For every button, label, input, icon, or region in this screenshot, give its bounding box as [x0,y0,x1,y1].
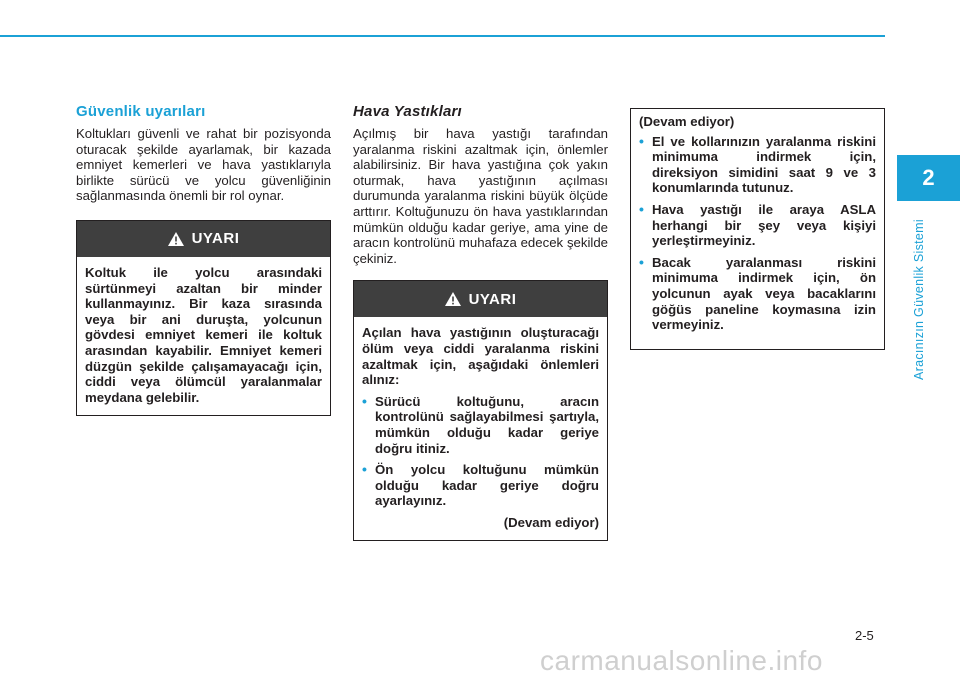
list-item [639,202,876,249]
page-number: 2-5 [855,628,874,643]
bullet-icon: • [362,461,367,478]
warning-label: UYARI [191,230,240,248]
warning-box-seat [76,220,331,416]
chapter-title: Aracınızın Güvenlik Sistemi [912,219,926,380]
warning-intro: Açılan hava yastığının oluşturacağı ölüm veya ciddi yaralanma riskini azaltmak için, aşağıdaki önlemleri alınız: [362,325,599,388]
warning-body [631,109,884,349]
bullet-icon: • [639,253,644,270]
list-item [362,462,599,509]
column-right [630,108,885,350]
warning-header [77,221,330,257]
continued-label: (Devam ediyor) [639,114,735,129]
bullet-text: Ön yolcu koltuğunu mümkün olduğu kadar geriye doğru ayarlayınız. [375,462,599,509]
top-rule [0,35,885,37]
warning-text: Koltuk ile yolcu arasındaki sürtünmeyi azaltan bir minder kullanmayınız. Bir kaza sırasında veya bir ani duruşta, yolcunun gövdesi emniyet kemeri ile koltuk arasından kayabilir. Emniyet kemeri düzgün şekilde çalışamayacağı için, ciddi veya ölümcül yaralanmalar meydana gelebilir. [85,264,322,405]
warning-body [354,317,607,540]
column-middle [353,103,608,541]
watermark: carmanualsonline.info [540,645,823,676]
section-title: Güvenlik uyarıları [76,103,206,120]
bullet-icon: • [639,200,644,217]
bullet-text: Hava yastığı ile araya ASLA herhangi bir şey veya kişiyi yerleştirmeyiniz. [652,201,876,249]
section-text: Koltukları güvenli ve rahat bir pozisyonda oturacak şekilde ayarlamak, bir kazada emniyet kemerleri ve hava yastıklarıyla birlikte sürücü ve yolcu güvenliğinin sağlanmasında önemli bir rol oynar. [76,126,331,204]
bullet-text: El ve kollarınızın yaralanma riskini minimuma indirmek için, direksiyon simidini saat 9 ve 3 konumlarında tutunuz. [652,133,876,196]
list-item [362,394,599,456]
warning-box-airbag [353,280,608,541]
warning-body [77,257,330,415]
warning-label: UYARI [468,290,517,308]
warning-icon [445,292,461,306]
warning-icon [168,232,184,246]
chapter-tab: 2 [897,155,960,201]
airbag-title: Hava Yastıkları [353,103,462,120]
warning-bullets [639,134,876,333]
column-left [76,103,331,416]
bullet-icon: • [362,392,367,409]
airbag-text: Açılmış bir hava yastığı tarafından yaralanma riskini azaltmak için, önlemler alabilirsiniz. Bir hava yastığına çok yakın oturmak, hava yastığının açılması durumunda yaralanma riskini büyük ölçüde arttırır. Koltuğunuzu ön hava yastıklarından mümkün olduğu kadar geriye, ama yine de aracın kontrolünü muhafaza edecek şekilde çekiniz. [353,126,608,266]
warning-bullets [362,394,599,509]
bullet-text: Bacak yaralanması riskini minimuma indirmek için, ön yolcunun ayak veya bacaklarını göğüs paneline koymasına izin vermeyiniz. [652,254,876,333]
bullet-icon: • [639,132,644,149]
bullet-text: Sürücü koltuğunu, aracın kontrolünü sağlayabilmesi şartıyla, mümkün olduğu kadar geriye doğru itiniz. [375,393,599,456]
list-item [639,134,876,196]
warning-box-continued [630,108,885,350]
list-item [639,255,876,333]
warning-header [354,281,607,317]
continued-label: (Devam ediyor) [503,514,599,530]
